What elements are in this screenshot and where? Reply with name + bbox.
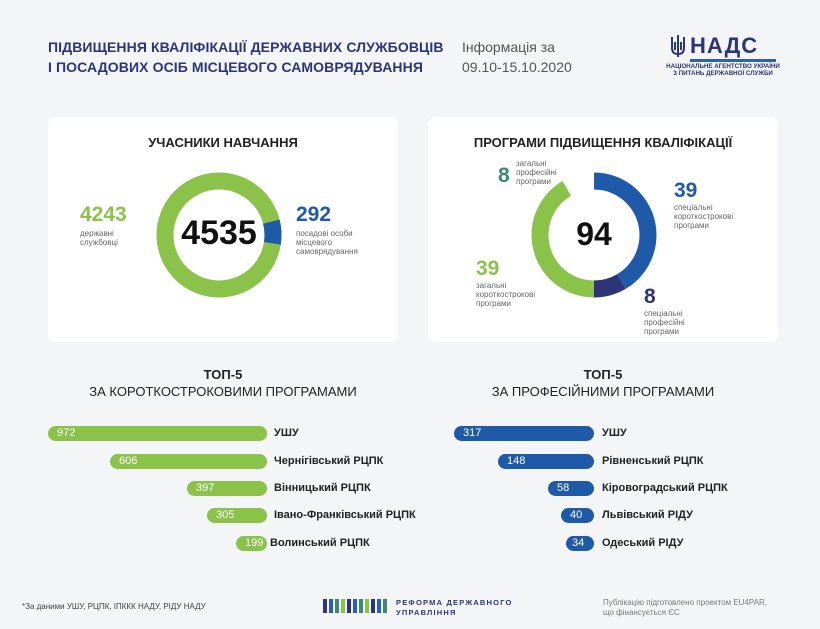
top-short-label-2: Чернігівський РЦПК [274,455,384,467]
top-prof-label-4: Львівський РІДУ [602,509,693,521]
trident-icon [670,34,686,58]
local-officials-label: посадові особи місцевого самоврядування [296,229,358,256]
civil-servants-label: державні службовці [80,229,118,247]
top-prof-bar-5: 34 [566,536,594,551]
special-prof-label: спеціальні професійні програми [644,309,685,336]
top-short-bar-2: 606 [110,454,267,469]
top-prof-bar-1: 317 [454,426,594,441]
logo-word: НАДС [690,33,759,58]
eu-funding-note: Публікацію підготовлено проектом EU4PAR, що фінансується ЄС [603,598,767,617]
participants-card [48,117,398,342]
special-prof-value: 8 [644,285,656,308]
civil-servants-stat [80,203,127,247]
nads-logo [666,33,790,83]
top-prof-bar-2: 148 [498,454,594,469]
top-short-bar-1: 972 [48,426,267,441]
special-short-value: 39 [674,179,698,202]
special-short-stat [674,179,774,230]
top-prof-label-3: Кіровоградський РЦПК [602,482,728,494]
general-short-label: загальні короткострокові програми [476,281,536,308]
local-officials-value: 292 [296,203,332,226]
participants-total: 4535 [181,214,257,252]
source-footnote: *За даними УШУ, РЦПК, ІПККК НАДУ, РІДУ НАДУ [22,602,206,611]
local-officials-stat [296,203,396,256]
general-prof-value: 8 [498,164,510,187]
programs-total: 94 [576,216,612,252]
top-short-label-5: Волинський РЦПК [270,537,370,549]
report-period: Інформація за 09.10-15.10.2020 [462,39,572,75]
top-short-bar-5: 199 [236,536,267,551]
programs-title: ПРОГРАМИ ПІДВИЩЕННЯ КВАЛІФІКАЦІЇ [473,135,733,150]
top-short-label-3: Вінницький РЦПК [274,482,371,494]
top-short-bar-3: 397 [187,481,267,496]
special-short-label: спеціальні короткострокові програми [674,203,734,230]
general-short-value: 39 [476,257,500,280]
logo-underline [690,59,776,62]
top-prof-label-2: Рівненський РЦПК [602,455,704,467]
general-prof-label: загальні професійні програми [516,159,557,186]
top-prof-title: ТОП-5 ЗА ПРОФЕСІЙНИМИ ПРОГРАМАМИ [491,367,715,399]
programs-card [428,117,778,342]
logo-subtitle: НАЦІОНАЛЬНЕ АГЕНТСТВО УКРАЇНИ З ПИТАНЬ ДЕРЖАВНОЇ СЛУЖБИ [666,63,780,77]
top-short-label-1: УШУ [274,427,299,439]
civil-servants-value: 4243 [80,203,127,226]
top-short-title: ТОП-5 ЗА КОРОТКОСТРОКОВИМИ ПРОГРАМАМИ [89,367,357,399]
reform-bars-icon [323,599,389,613]
general-short-stat [476,257,566,308]
participants-title: УЧАСНИКИ НАВЧАННЯ [148,135,298,150]
special-prof-stat [644,285,734,336]
page-title: ПІДВИЩЕННЯ КВАЛІФІКАЦІЇ ДЕРЖАВНИХ СЛУЖБОВЦІВ І ПОСАДОВИХ ОСІБ МІСЦЕВОГО САМОВРЯДУВАННЯ [48,39,444,75]
top-prof-bar-3: 58 [548,481,594,496]
top-short-bar-4: 305 [207,508,267,523]
top-prof-label-5: Одеський РІДУ [602,537,684,549]
top-prof-label-1: УШУ [602,427,627,439]
top-short-label-4: Івано-Франківський РЦПК [274,509,416,521]
top-prof-bar-4: 40 [561,508,594,523]
